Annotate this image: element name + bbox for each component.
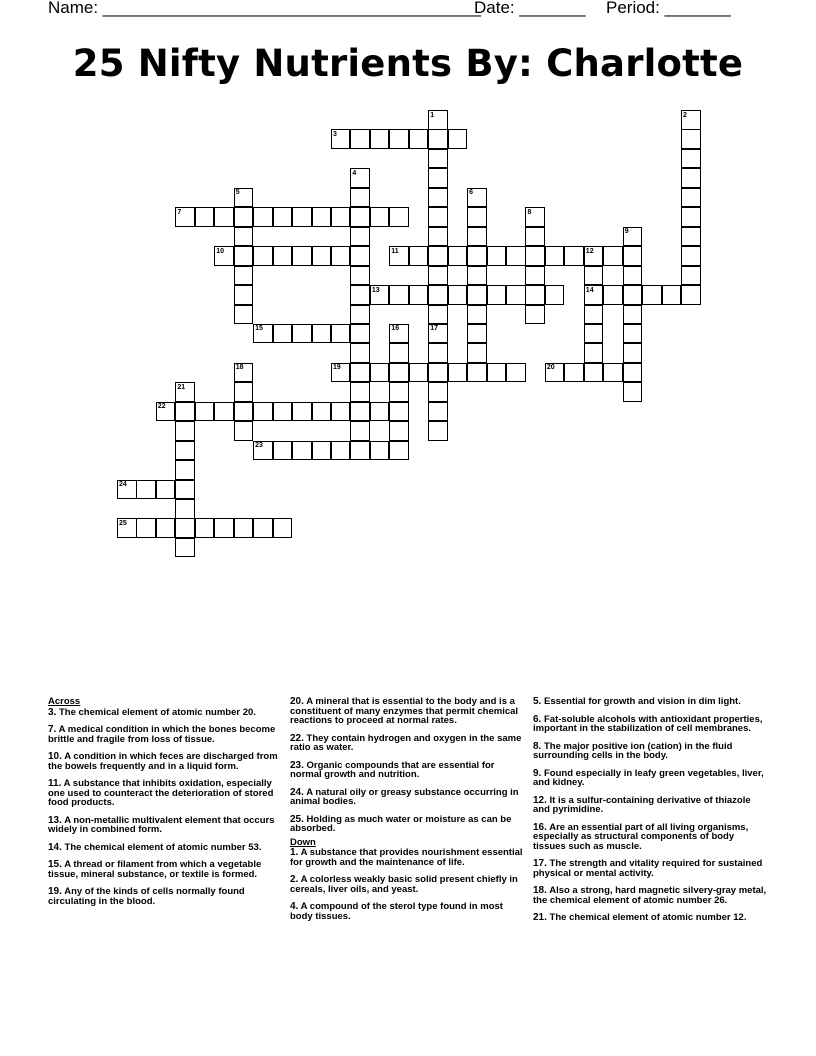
crossword-cell[interactable] [467, 207, 487, 227]
crossword-cell[interactable] [681, 168, 701, 188]
crossword-cell[interactable] [214, 402, 234, 422]
crossword-cell[interactable] [136, 518, 156, 538]
clue-down-5 [533, 697, 769, 707]
crossword-cell[interactable] [273, 518, 293, 538]
crossword-cell[interactable] [195, 207, 215, 227]
crossword-cell[interactable] [448, 246, 468, 266]
crossword-cell[interactable] [467, 305, 487, 325]
crossword-cell[interactable] [409, 363, 429, 383]
clue-text: A colorless weakly basic solid present chiefly in cereals, liver oils, and yeast. [290, 874, 518, 895]
crossword-cell[interactable] [467, 266, 487, 286]
crossword-cell[interactable] [428, 227, 448, 247]
cell-number: 19 [332, 364, 341, 372]
crossword-cell[interactable] [467, 246, 487, 266]
crossword-cell[interactable] [681, 246, 701, 266]
crossword-cell[interactable] [409, 129, 429, 149]
crossword-cell[interactable] [623, 266, 643, 286]
crossword-cell[interactable] [525, 305, 545, 325]
crossword-cell[interactable] [428, 207, 448, 227]
cell-number: 14 [585, 286, 594, 294]
cell-number: 17 [430, 325, 438, 333]
crossword-cell[interactable] [428, 188, 448, 208]
crossword-cell[interactable] [370, 363, 390, 383]
crossword-cell[interactable] [175, 480, 195, 500]
crossword-cell[interactable] [623, 305, 643, 325]
crossword-cell[interactable] [428, 421, 448, 441]
clue-text: A substance that inhibits oxidation, especially one used to counteract the deterioration of stored food products. [48, 778, 274, 808]
crossword-cell[interactable] [487, 285, 507, 305]
crossword-cell[interactable] [234, 266, 254, 286]
clue-across-7 [48, 725, 280, 744]
clue-text: A natural oily or greasy substance occurring in animal bodies. [290, 786, 519, 807]
crossword-cell[interactable] [312, 207, 332, 227]
cell-number: 24 [119, 481, 127, 489]
crossword-cell[interactable] [273, 324, 293, 344]
clue-across-19 [48, 887, 280, 906]
clue-number: 1. [290, 847, 299, 858]
cell-number: 18 [235, 364, 244, 372]
clue-text: Holding as much water or moisture as can be absorbed. [290, 813, 512, 834]
cell-number: 1 [430, 111, 435, 119]
crossword-cell[interactable] [195, 518, 215, 538]
crossword-cell[interactable] [156, 518, 176, 538]
crossword-cell[interactable] [350, 305, 370, 325]
crossword-cell[interactable] [603, 246, 623, 266]
cell-number: 5 [235, 189, 240, 197]
crossword-cell[interactable] [623, 343, 643, 363]
clue-text: A thread or filament from which a vegetable tissue, mineral substance, or textile is formed. [48, 859, 262, 880]
crossword-cell[interactable] [448, 285, 468, 305]
crossword-cell[interactable] [331, 441, 351, 461]
crossword-cell[interactable] [389, 382, 409, 402]
crossword-cell[interactable] [681, 188, 701, 208]
cell-number: 20 [546, 364, 555, 372]
page-title: 25 Nifty Nutrients By: Charlotte [72, 42, 744, 85]
crossword-cell[interactable] [428, 363, 448, 383]
crossword-cell[interactable] [136, 480, 156, 500]
crossword-cell[interactable] [389, 402, 409, 422]
clue-down-2 [290, 875, 526, 894]
crossword-cell[interactable] [389, 129, 409, 149]
clue-across-23 [290, 761, 526, 780]
crossword-cell[interactable] [603, 363, 623, 383]
clue-text: A condition in which feces are discharged from the bowels frequently and in a liquid form. [48, 751, 278, 772]
cell-number: 23 [255, 442, 263, 450]
crossword-cell[interactable] [681, 149, 701, 169]
crossword-cell[interactable] [292, 402, 312, 422]
crossword-cell[interactable] [331, 246, 351, 266]
crossword-cell[interactable] [253, 246, 273, 266]
crossword-cell[interactable] [564, 363, 584, 383]
crossword-cell[interactable] [234, 518, 254, 538]
crossword-cell[interactable] [681, 266, 701, 286]
clue-number: 4. [290, 901, 299, 912]
crossword-cell[interactable] [175, 460, 195, 480]
crossword-cell[interactable] [623, 382, 643, 402]
crossword-cell[interactable] [525, 227, 545, 247]
clue-number: 17. [533, 858, 547, 869]
cell-number: 15 [255, 325, 263, 333]
crossword-cell[interactable] [234, 207, 254, 227]
clue-down-8 [533, 742, 769, 761]
crossword-cell[interactable] [428, 266, 448, 286]
clues-column-left [48, 697, 280, 914]
crossword-cell[interactable] [603, 285, 623, 305]
crossword-cell[interactable] [467, 363, 487, 383]
clue-number: 3. [48, 706, 57, 718]
clue-text: The chemical element of atomic number 20. [58, 706, 256, 718]
crossword-cell[interactable] [350, 129, 370, 149]
cell-number: 12 [585, 247, 594, 255]
cell-number: 3 [332, 130, 337, 138]
crossword-cell[interactable] [389, 363, 409, 383]
crossword-cell[interactable] [409, 246, 429, 266]
clue-text: Are an essential part of all living organisms, especially as structural components of body tissues such as muscle. [533, 821, 749, 852]
clue-down-9 [533, 769, 769, 788]
clue-down-1 [290, 848, 526, 867]
crossword-cell[interactable] [681, 207, 701, 227]
crossword-cell[interactable] [234, 285, 254, 305]
crossword-cell[interactable] [467, 227, 487, 247]
clue-text: It is a sulfur-containing derivative of thiazole and pyrimidine. [533, 794, 751, 815]
clue-down-16 [533, 823, 769, 852]
crossword-cell[interactable] [428, 285, 448, 305]
crossword-cell[interactable] [350, 402, 370, 422]
period-field[interactable]: Period: _______ [606, 0, 731, 17]
crossword-cell[interactable] [623, 285, 643, 305]
cell-number: 21 [177, 383, 186, 391]
cell-number: 11 [391, 247, 399, 255]
crossword-cell[interactable] [389, 441, 409, 461]
clue-number: 14. [48, 841, 62, 853]
cell-number: 13 [371, 286, 380, 294]
crossword-cell[interactable] [175, 499, 195, 519]
clue-number: 13. [48, 814, 62, 826]
crossword-cell[interactable] [350, 343, 370, 363]
crossword-cell[interactable] [350, 246, 370, 266]
crossword-cell[interactable] [525, 266, 545, 286]
clue-text: A mineral that is essential to the body and is a constituent of many enzymes that permit chemical reactions to proceed at normal rates. [290, 696, 519, 726]
clue-number: 21. [533, 912, 547, 923]
cell-number: 2 [683, 111, 687, 119]
clue-down-18 [533, 886, 769, 905]
across-heading: Across [48, 696, 81, 707]
crossword-cell[interactable] [545, 285, 565, 305]
crossword-cell[interactable] [292, 246, 312, 266]
crossword-cell[interactable] [525, 246, 545, 266]
clue-text: Also a strong, hard magnetic silvery-gray metal, the chemical element of atomic number 26. [533, 885, 767, 906]
crossword-cell[interactable] [175, 538, 195, 558]
crossword-cell[interactable] [584, 266, 604, 286]
clue-text: Any of the kinds of cells normally found circulating in the blood. [48, 886, 245, 907]
crossword-cell[interactable] [506, 363, 526, 383]
crossword-cell[interactable] [584, 363, 604, 383]
clue-text: A medical condition in which the bones become brittle and fragile from loss of tissue. [48, 724, 276, 745]
clue-text: They contain hydrogen and oxygen in the same ratio as water. [290, 732, 522, 753]
crossword-cell[interactable] [350, 441, 370, 461]
crossword-cell[interactable] [428, 168, 448, 188]
crossword-cell[interactable] [487, 363, 507, 383]
date-field[interactable]: Date: _______ [474, 0, 586, 17]
crossword-cell[interactable] [370, 441, 390, 461]
crossword-cell[interactable] [428, 305, 448, 325]
clue-text: The strength and vitality required for sustained physical or mental activity. [533, 858, 763, 879]
crossword-cell[interactable] [350, 266, 370, 286]
crossword-cell[interactable] [389, 421, 409, 441]
crossword-cell[interactable] [584, 343, 604, 363]
cell-number: 25 [119, 519, 127, 527]
crossword-cell[interactable] [331, 207, 351, 227]
clue-text: Organic compounds that are essential for normal growth and nutrition. [290, 759, 495, 780]
cell-number: 6 [469, 189, 473, 197]
clue-number: 5. [533, 696, 542, 707]
clues-column-right [533, 697, 769, 931]
clue-number: 2. [290, 874, 299, 885]
crossword-cell[interactable] [623, 324, 643, 344]
cell-number: 7 [177, 208, 182, 216]
crossword-cell[interactable] [623, 363, 643, 383]
clue-number: 7. [48, 724, 57, 735]
crossword-cell[interactable] [195, 402, 215, 422]
crossword-cell[interactable] [428, 246, 448, 266]
crossword-cell[interactable] [389, 343, 409, 363]
clue-number: 23. [290, 759, 304, 771]
clue-down-21 [533, 913, 769, 923]
crossword-cell[interactable] [214, 518, 234, 538]
crossword-cell[interactable] [312, 441, 332, 461]
crossword-cell[interactable] [234, 227, 254, 247]
clue-text: Essential for growth and vision in dim light. [543, 696, 741, 707]
crossword-cell[interactable] [273, 402, 293, 422]
name-field[interactable]: Name: ________________________________________ [48, 0, 481, 17]
crossword-cell[interactable] [467, 285, 487, 305]
crossword-cell[interactable] [428, 382, 448, 402]
clue-text: Fat-soluble alcohols with antioxidant properties, important in the stabilization of cell membranes. [533, 713, 763, 734]
clue-across-10 [48, 752, 280, 771]
crossword-cell[interactable] [350, 421, 370, 441]
crossword-cell[interactable] [428, 129, 448, 149]
crossword-cell[interactable] [545, 246, 565, 266]
crossword-cell[interactable] [214, 207, 234, 227]
crossword-cell[interactable] [331, 324, 351, 344]
crossword-cell[interactable] [234, 402, 254, 422]
clue-number: 19. [48, 886, 62, 897]
crossword-cell[interactable] [681, 129, 701, 149]
clue-across-22 [290, 734, 526, 753]
clue-down-6 [533, 715, 769, 734]
crossword-cell[interactable] [623, 246, 643, 266]
clue-number: 25. [290, 813, 304, 825]
crossword-cell[interactable] [253, 518, 273, 538]
crossword-cell[interactable] [681, 285, 701, 305]
clue-number: 15. [48, 859, 62, 870]
crossword-cell[interactable] [331, 402, 351, 422]
crossword-cell[interactable] [350, 188, 370, 208]
crossword-cell[interactable] [487, 246, 507, 266]
crossword-cell[interactable] [564, 246, 584, 266]
clues-column-middle [290, 697, 526, 929]
crossword-cell[interactable] [273, 246, 293, 266]
clue-across-14 [48, 843, 280, 853]
clue-number: 24. [290, 786, 304, 798]
crossword-cell[interactable] [409, 285, 429, 305]
crossword-cell[interactable] [350, 227, 370, 247]
crossword-cell[interactable] [389, 285, 409, 305]
clue-across-13 [48, 816, 280, 835]
crossword-cell[interactable] [350, 382, 370, 402]
crossword-cell[interactable] [312, 324, 332, 344]
cell-number: 22 [157, 403, 166, 411]
cell-number: 9 [624, 228, 629, 236]
clue-text: A compound of the sterol type found in most body tissues. [290, 901, 503, 922]
clue-down-17 [533, 859, 769, 878]
crossword-cell[interactable] [681, 227, 701, 247]
cell-number: 10 [216, 247, 225, 255]
crossword-cell[interactable] [506, 246, 526, 266]
clue-across-20 [290, 697, 526, 726]
clue-text: The major positive ion (cation) in the fluid surrounding cells in the body. [533, 740, 733, 761]
clue-across-11 [48, 779, 280, 808]
crossword-cell[interactable] [350, 363, 370, 383]
crossword-cell[interactable] [273, 441, 293, 461]
crossword-cell[interactable] [350, 324, 370, 344]
crossword-cell[interactable] [642, 285, 662, 305]
crossword-cell[interactable] [156, 480, 176, 500]
crossword-cell[interactable] [175, 518, 195, 538]
crossword-cell[interactable] [370, 129, 390, 149]
crossword-cell[interactable] [234, 246, 254, 266]
crossword-cell[interactable] [584, 305, 604, 325]
crossword-cell[interactable] [253, 207, 273, 227]
crossword-cell[interactable] [584, 324, 604, 344]
clue-across-3 [48, 708, 280, 718]
crossword-cell[interactable] [448, 129, 468, 149]
crossword-cell[interactable] [350, 207, 370, 227]
clue-across-25 [290, 815, 526, 834]
crossword-cell[interactable] [253, 402, 273, 422]
crossword-cell[interactable] [175, 421, 195, 441]
clue-text: The chemical element of atomic number 12. [549, 912, 747, 923]
crossword-cell[interactable] [292, 207, 312, 227]
clue-text: Found especially in leafy green vegetables, liver, and kidney. [533, 767, 764, 788]
clue-number: 18. [533, 885, 547, 896]
clue-number: 22. [290, 732, 304, 744]
clue-number: 16. [533, 821, 547, 833]
clue-across-15 [48, 860, 280, 879]
clue-down-4 [290, 902, 526, 921]
crossword-cell[interactable] [312, 402, 332, 422]
crossword-cell[interactable] [389, 207, 409, 227]
crossword-cell[interactable] [234, 382, 254, 402]
clue-down-12 [533, 796, 769, 815]
clue-text: A non-metallic multivalent element that occurs widely in combined form. [48, 814, 275, 835]
crossword-cell[interactable] [428, 343, 448, 363]
crossword-cell[interactable] [175, 441, 195, 461]
crossword-cell[interactable] [370, 207, 390, 227]
clue-text: The chemical element of atomic number 53. [64, 841, 262, 853]
crossword-cell[interactable] [428, 149, 448, 169]
crossword-cell[interactable] [312, 246, 332, 266]
crossword-cell[interactable] [467, 324, 487, 344]
crossword-cell[interactable] [506, 285, 526, 305]
crossword-cell[interactable] [292, 324, 312, 344]
crossword-cell[interactable] [467, 343, 487, 363]
clue-number: 8. [533, 740, 542, 752]
clue-number: 10. [48, 751, 62, 762]
clue-number: 6. [533, 713, 542, 725]
crossword-cell[interactable] [234, 421, 254, 441]
clue-number: 11. [48, 778, 62, 789]
cell-number: 16 [391, 325, 400, 333]
cell-number: 8 [527, 208, 532, 216]
crossword-cell[interactable] [273, 207, 293, 227]
crossword-cell[interactable] [428, 402, 448, 422]
crossword-cell[interactable] [234, 305, 254, 325]
clue-number: 9. [533, 767, 542, 779]
crossword-cell[interactable] [350, 285, 370, 305]
clue-text: A substance that provides nourishment essential for growth and the maintenance of life. [290, 847, 523, 868]
cell-number: 4 [352, 169, 357, 177]
down-heading: Down [290, 836, 316, 848]
clue-number: 12. [533, 794, 547, 806]
crossword-cell[interactable] [292, 441, 312, 461]
clue-number: 20. [290, 696, 304, 707]
crossword-cell[interactable] [370, 402, 390, 422]
crossword-cell[interactable] [175, 402, 195, 422]
crossword-cell[interactable] [662, 285, 682, 305]
crossword-cell[interactable] [525, 285, 545, 305]
clue-across-24 [290, 788, 526, 807]
crossword-cell[interactable] [448, 363, 468, 383]
